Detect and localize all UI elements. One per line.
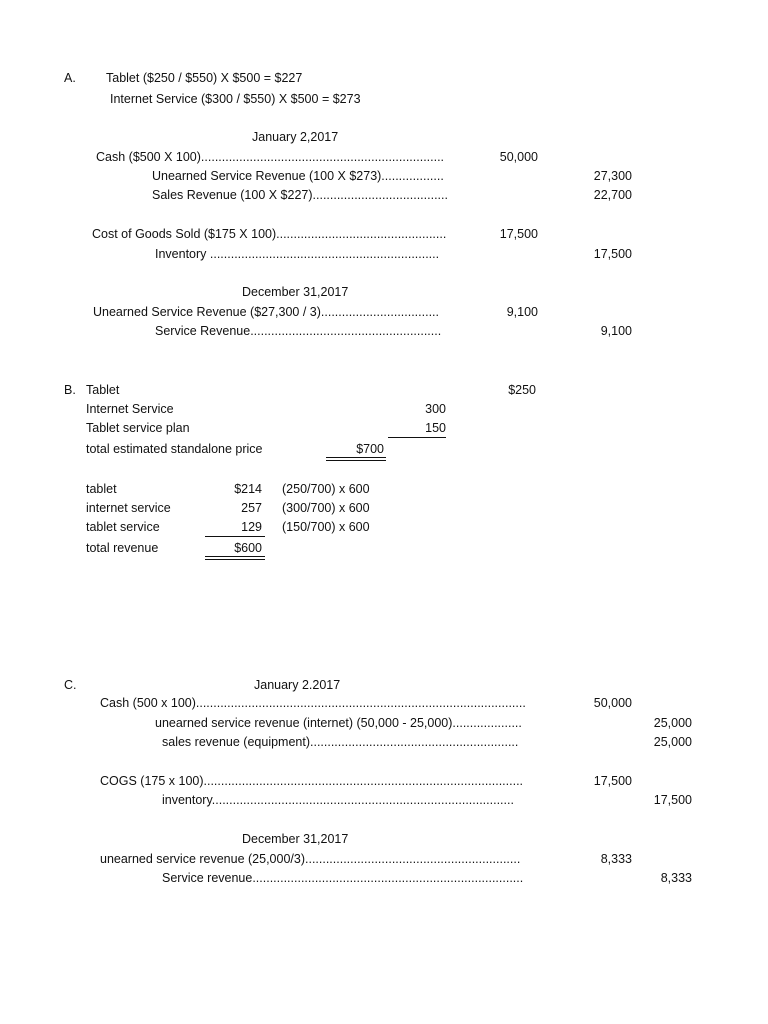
part-b-item-total-name: total estimated standalone price [86,442,263,456]
part-a-row2-unearned-debit: 9,100 [506,305,538,319]
part-a-line1: Tablet ($250 / $550) X $500 = $227 [106,71,303,85]
part-c-row2-unearned-desc: unearned service revenue (25,000/3).............................................................. [100,852,521,866]
part-b-item-total-value: $700 [356,442,384,456]
part-b-alloc-internet-amount: 257 [241,501,262,515]
part-b-alloc-subtotal-rule [205,536,265,537]
part-b-item-serviceplan-name: Tablet service plan [86,421,190,435]
part-c-row-inventory-credit: 17,500 [653,793,692,807]
part-b-alloc-internet-calc: (300/700) x 600 [282,501,370,515]
part-c-row2-unearned-debit: 8,333 [600,852,632,866]
part-a-row-cash-desc: Cash ($500 X 100)...................................................................... [96,150,445,164]
part-c-row-unearned-desc: unearned service revenue (internet) (50,000 - 25,000).................... [155,716,522,730]
part-c-row-cash-debit: 50,000 [593,696,632,710]
part-a-line2: Internet Service ($300 / $550) X $500 = $273 [110,92,361,106]
part-a-row2-service-desc: Service Revenue....................................................... [155,324,442,338]
part-a-row-inventory-desc: Inventory .................................................................. [155,247,440,261]
part-c-row-unearned-credit: 25,000 [653,716,692,730]
part-c-date-january: January 2.2017 [254,678,341,692]
part-c-label: C. [64,678,77,692]
part-c-row-inventory-desc: inventory....................................................................................... [162,793,514,807]
part-a-row-cash-debit: 50,000 [499,150,538,164]
part-c-date-december: December 31,2017 [242,832,349,846]
part-b-alloc-tablet-calc: (250/700) x 600 [282,482,370,496]
part-b-alloc-service-calc: (150/700) x 600 [282,520,370,534]
part-a-date-january: January 2,2017 [252,130,339,144]
part-a-row-inventory-credit: 17,500 [593,247,632,261]
part-a-label: A. [64,71,76,85]
part-a-row-sales-desc: Sales Revenue (100 X $227)....................................... [152,188,448,202]
part-b-alloc-total-double-rule [205,556,265,560]
part-c-row-cogs-debit: 17,500 [593,774,632,788]
part-b-alloc-tablet-name: tablet [86,482,117,496]
part-a-row2-service-credit: 9,100 [600,324,632,338]
part-b-alloc-service-name: tablet service [86,520,160,534]
part-b-alloc-total-name: total revenue [86,541,159,555]
part-b-item-serviceplan-value: 150 [425,421,446,435]
part-b-alloc-total-amount: $600 [234,541,262,555]
part-a-row-unearned-desc: Unearned Service Revenue (100 X $273).................. [152,169,444,183]
part-b-subtotal-rule [388,437,446,438]
part-c-row-cogs-desc: COGS (175 x 100)............................................................................................ [100,774,524,788]
part-b-alloc-service-amount: 129 [241,520,262,534]
part-c-row-sales-desc: sales revenue (equipment)............................................................ [162,735,519,749]
part-b-label: B. [64,383,76,397]
part-b-alloc-tablet-amount: $214 [234,482,262,496]
part-b-total-double-rule [326,457,386,461]
part-b-alloc-internet-name: internet service [86,501,171,515]
part-b-item-tablet-value: $250 [508,383,536,397]
part-a-date-december: December 31,2017 [242,285,349,299]
part-b-item-tablet-name: Tablet [86,383,120,397]
part-a-row-sales-credit: 22,700 [593,188,632,202]
part-c-row-cash-desc: Cash (500 x 100)............................................................................................... [100,696,526,710]
part-a-row-cogs-desc: Cost of Goods Sold ($175 X 100)................................................. [92,227,447,241]
part-c-row2-service-desc: Service revenue.............................................................................. [162,871,524,885]
part-c-row2-service-credit: 8,333 [660,871,692,885]
part-a-row2-unearned-desc: Unearned Service Revenue ($27,300 / 3).................................. [93,305,439,319]
part-a-row-unearned-credit: 27,300 [593,169,632,183]
part-a-row-cogs-debit: 17,500 [499,227,538,241]
part-b-item-internet-name: Internet Service [86,402,174,416]
part-b-item-internet-value: 300 [425,402,446,416]
part-c-row-sales-credit: 25,000 [653,735,692,749]
